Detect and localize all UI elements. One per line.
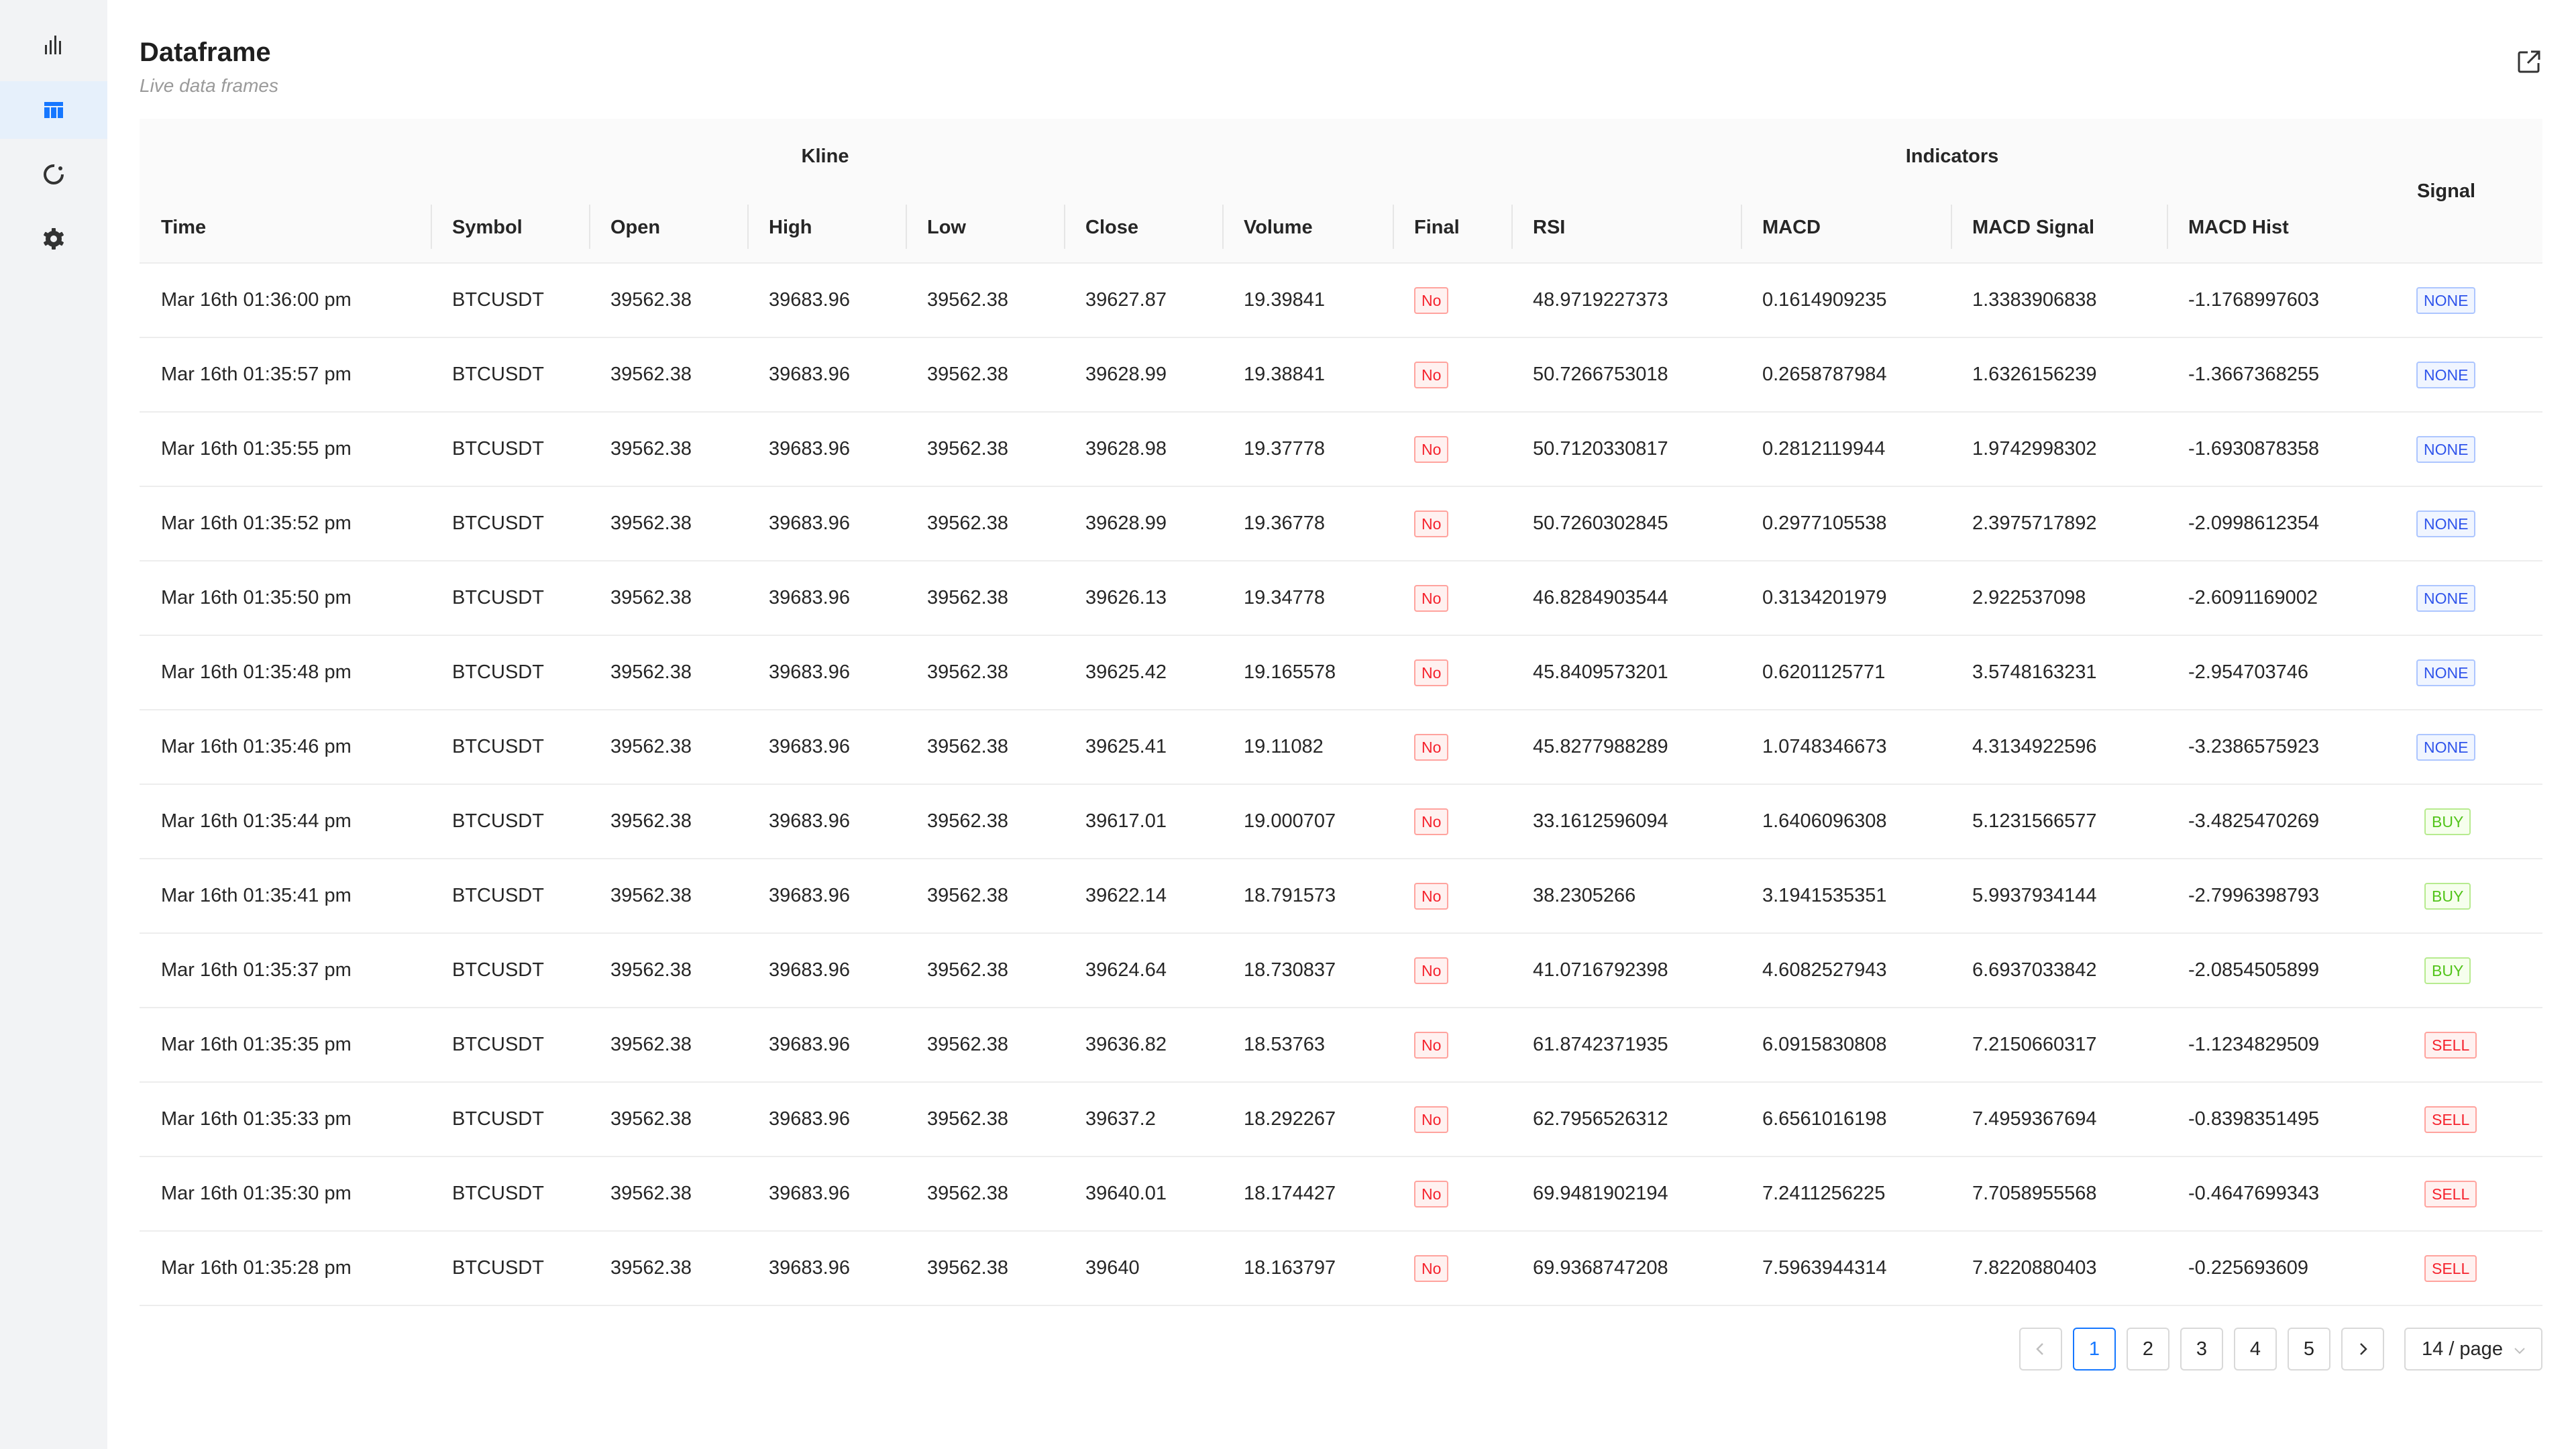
settings-gear-icon [40, 225, 67, 252]
cell-macd-signal: 1.3383906838 [1972, 289, 2097, 311]
final-status-tag: No [1414, 511, 1448, 537]
cell-close: 39617.01 [1085, 810, 1167, 832]
cell-time: Mar 16th 01:35:41 pm [161, 885, 352, 906]
cell-time: Mar 16th 01:35:50 pm [161, 587, 352, 608]
page-button-1[interactable]: 1 [2073, 1328, 2116, 1371]
cell-open: 39562.38 [610, 661, 692, 683]
signal-tag: NONE [2416, 585, 2475, 612]
cell-macd: 4.6082527943 [1762, 959, 1887, 981]
cell-rsi: 38.2305266 [1533, 885, 1636, 906]
page-button-3[interactable]: 3 [2180, 1328, 2223, 1371]
column-divider [906, 205, 907, 249]
cell-close: 39628.99 [1085, 364, 1167, 385]
cell-rsi: 50.7260302845 [1533, 513, 1668, 534]
signal-tag: SELL [2424, 1032, 2477, 1059]
cell-macd: 7.5963944314 [1762, 1257, 1887, 1279]
signal-tag: BUY [2424, 808, 2471, 835]
cell-volume: 19.000707 [1244, 810, 1336, 832]
cell-macd: 7.2411256225 [1762, 1183, 1886, 1204]
cell-high: 39683.96 [769, 513, 850, 534]
signal-tag: NONE [2416, 362, 2475, 388]
cell-rsi: 69.9368747208 [1533, 1257, 1668, 1279]
cell-volume: 18.163797 [1244, 1257, 1336, 1279]
cell-macd-signal: 4.3134922596 [1972, 736, 2097, 757]
prev-page-button[interactable] [2019, 1328, 2062, 1371]
cell-symbol: BTCUSDT [452, 289, 544, 311]
cell-close: 39628.99 [1085, 513, 1167, 534]
cell-high: 39683.96 [769, 1183, 850, 1204]
nav-item-dataframe[interactable] [0, 81, 107, 139]
cell-time: Mar 16th 01:35:46 pm [161, 736, 352, 757]
cell-rsi: 48.9719227373 [1533, 289, 1668, 311]
cell-high: 39683.96 [769, 438, 850, 460]
cell-macd: 0.2977105538 [1762, 513, 1887, 534]
cell-macd-hist: -2.0998612354 [2188, 513, 2320, 534]
cell-open: 39562.38 [610, 1257, 692, 1279]
table-icon [40, 97, 67, 123]
cell-low: 39562.38 [927, 587, 1008, 608]
cell-macd-signal: 6.6937033842 [1972, 959, 2097, 981]
cell-macd-signal: 2.3975717892 [1972, 513, 2097, 534]
page-button-2[interactable]: 2 [2127, 1328, 2169, 1371]
bar-chart-icon [40, 32, 67, 58]
cell-macd-signal: 7.8220880403 [1972, 1257, 2097, 1279]
cell-symbol: BTCUSDT [452, 1034, 544, 1055]
cell-open: 39562.38 [610, 1108, 692, 1130]
cell-high: 39683.96 [769, 289, 850, 311]
cell-time: Mar 16th 01:35:37 pm [161, 959, 352, 981]
cell-macd-hist: -2.6091169002 [2188, 587, 2318, 608]
final-status-tag: No [1414, 1032, 1448, 1059]
column-divider [1393, 205, 1394, 249]
column-divider [1064, 205, 1065, 249]
cell-close: 39637.2 [1085, 1108, 1156, 1130]
cell-rsi: 62.7956526312 [1533, 1108, 1668, 1130]
cell-macd-signal: 5.9937934144 [1972, 885, 2097, 906]
cell-open: 39562.38 [610, 1183, 692, 1204]
cell-low: 39562.38 [927, 885, 1008, 906]
column-header-low[interactable]: Low [927, 217, 966, 238]
cell-macd-signal: 7.7058955568 [1972, 1183, 2097, 1204]
loading-circle-icon [40, 161, 67, 188]
cell-macd-hist: -1.1234829509 [2188, 1034, 2320, 1055]
cell-time: Mar 16th 01:35:55 pm [161, 438, 352, 460]
cell-open: 39562.38 [610, 959, 692, 981]
column-header-signal[interactable]: Signal [2417, 180, 2476, 202]
table-row [140, 1083, 2542, 1157]
cell-macd: 6.6561016198 [1762, 1108, 1887, 1130]
cell-macd-hist: -0.4647699343 [2188, 1183, 2320, 1204]
nav-item-charts[interactable] [0, 16, 107, 74]
cell-open: 39562.38 [610, 1034, 692, 1055]
cell-high: 39683.96 [769, 587, 850, 608]
cell-rsi: 45.8277988289 [1533, 736, 1668, 757]
column-divider [747, 205, 749, 249]
next-page-button[interactable] [2341, 1328, 2384, 1371]
column-divider [1222, 205, 1224, 249]
final-status-tag: No [1414, 734, 1448, 761]
column-header-macd[interactable]: MACD [1762, 217, 1821, 238]
table-row [140, 636, 2542, 710]
column-header-symbol[interactable]: Symbol [452, 217, 523, 238]
cell-high: 39683.96 [769, 1108, 850, 1130]
cell-time: Mar 16th 01:35:35 pm [161, 1034, 352, 1055]
cell-close: 39627.87 [1085, 289, 1167, 311]
signal-tag: NONE [2416, 511, 2475, 537]
cell-rsi: 41.0716792398 [1533, 959, 1668, 981]
cell-low: 39562.38 [927, 513, 1008, 534]
cell-macd: 0.3134201979 [1762, 587, 1887, 608]
cell-low: 39562.38 [927, 661, 1008, 683]
final-status-tag: No [1414, 362, 1448, 388]
cell-macd-signal: 7.4959367694 [1972, 1108, 2097, 1130]
cell-macd: 3.1941535351 [1762, 885, 1887, 906]
cell-close: 39625.42 [1085, 661, 1167, 683]
cell-macd-hist: -1.6930878358 [2188, 438, 2320, 460]
cell-macd-hist: -0.8398351495 [2188, 1108, 2320, 1130]
table-row [140, 1157, 2542, 1232]
cell-high: 39683.96 [769, 661, 850, 683]
cell-macd-hist: -3.4825470269 [2188, 810, 2320, 832]
cell-volume: 19.34778 [1244, 587, 1325, 608]
table-row [140, 785, 2542, 859]
cell-close: 39636.82 [1085, 1034, 1167, 1055]
cell-macd: 6.0915830808 [1762, 1034, 1887, 1055]
table-body [140, 264, 2542, 1306]
cell-open: 39562.38 [610, 438, 692, 460]
final-status-tag: No [1414, 659, 1448, 686]
column-divider [2167, 205, 2168, 249]
cell-time: Mar 16th 01:35:52 pm [161, 513, 352, 534]
cell-open: 39562.38 [610, 364, 692, 385]
column-divider [1951, 205, 1952, 249]
cell-macd: 0.6201125771 [1762, 661, 1886, 683]
table-row [140, 710, 2542, 785]
cell-symbol: BTCUSDT [452, 513, 544, 534]
cell-macd-signal: 1.9742998302 [1972, 438, 2097, 460]
cell-volume: 18.53763 [1244, 1034, 1325, 1055]
cell-time: Mar 16th 01:35:30 pm [161, 1183, 352, 1204]
chevron-left-icon [2033, 1341, 2049, 1357]
column-header-open[interactable]: Open [610, 217, 661, 238]
column-header-high[interactable]: High [769, 217, 812, 238]
cell-symbol: BTCUSDT [452, 1257, 544, 1279]
cell-low: 39562.38 [927, 1108, 1008, 1130]
cell-low: 39562.38 [927, 810, 1008, 832]
final-status-tag: No [1414, 287, 1448, 314]
column-header-volume[interactable]: Volume [1244, 217, 1313, 238]
column-divider [1511, 205, 1513, 249]
cell-close: 39624.64 [1085, 959, 1167, 981]
table-row [140, 413, 2542, 487]
cell-volume: 18.730837 [1244, 959, 1336, 981]
cell-macd-hist: -2.7996398793 [2188, 885, 2320, 906]
cell-volume: 18.174427 [1244, 1183, 1336, 1204]
cell-symbol: BTCUSDT [452, 661, 544, 683]
column-header-final[interactable]: Final [1414, 217, 1460, 238]
page-subtitle: Live data frames [140, 75, 278, 96]
nav-item-status[interactable] [0, 146, 107, 203]
sidebar [0, 0, 107, 1449]
column-divider [1741, 205, 1742, 249]
cell-symbol: BTCUSDT [452, 1183, 544, 1204]
cell-symbol: BTCUSDT [452, 885, 544, 906]
cell-volume: 19.39841 [1244, 289, 1325, 311]
signal-tag: NONE [2416, 734, 2475, 761]
cell-open: 39562.38 [610, 885, 692, 906]
cell-high: 39683.96 [769, 736, 850, 757]
cell-time: Mar 16th 01:35:28 pm [161, 1257, 352, 1279]
final-status-tag: No [1414, 1106, 1448, 1133]
cell-macd-hist: -2.954703746 [2188, 661, 2308, 683]
signal-tag: NONE [2416, 287, 2475, 314]
cell-macd: 0.1614909235 [1762, 289, 1887, 311]
column-header-close[interactable]: Close [1085, 217, 1138, 238]
signal-tag: SELL [2424, 1106, 2477, 1133]
page-title: Dataframe [140, 38, 271, 67]
group-header-indicators: Indicators [1905, 146, 1999, 167]
signal-tag: BUY [2424, 957, 2471, 984]
cell-low: 39562.38 [927, 959, 1008, 981]
cell-low: 39562.38 [927, 289, 1008, 311]
signal-tag: NONE [2416, 659, 2475, 686]
cell-rsi: 61.8742371935 [1533, 1034, 1668, 1055]
cell-high: 39683.96 [769, 959, 850, 981]
cell-symbol: BTCUSDT [452, 736, 544, 757]
cell-open: 39562.38 [610, 289, 692, 311]
cell-open: 39562.38 [610, 736, 692, 757]
nav-item-settings[interactable] [0, 210, 107, 268]
cell-high: 39683.96 [769, 810, 850, 832]
signal-tag: BUY [2424, 883, 2471, 910]
page-button-5[interactable]: 5 [2288, 1328, 2330, 1371]
table-row [140, 859, 2542, 934]
cell-volume: 18.292267 [1244, 1108, 1336, 1130]
column-header-macd-signal[interactable]: MACD Signal [1972, 217, 2095, 238]
cell-open: 39562.38 [610, 810, 692, 832]
final-status-tag: No [1414, 957, 1448, 984]
cell-low: 39562.38 [927, 736, 1008, 757]
cell-high: 39683.96 [769, 1034, 850, 1055]
page-size-select[interactable] [2404, 1328, 2542, 1371]
cell-low: 39562.38 [927, 1257, 1008, 1279]
signal-tag: SELL [2424, 1255, 2477, 1282]
cell-low: 39562.38 [927, 438, 1008, 460]
cell-symbol: BTCUSDT [452, 810, 544, 832]
cell-symbol: BTCUSDT [452, 438, 544, 460]
cell-macd-signal: 7.2150660317 [1972, 1034, 2097, 1055]
column-header-macd-hist[interactable]: MACD Hist [2188, 217, 2289, 238]
cell-low: 39562.38 [927, 364, 1008, 385]
cell-symbol: BTCUSDT [452, 364, 544, 385]
final-status-tag: No [1414, 1181, 1448, 1208]
dataframe-table [140, 119, 2542, 1306]
cell-time: Mar 16th 01:36:00 pm [161, 289, 352, 311]
table-row [140, 1008, 2542, 1083]
column-header-time[interactable]: Time [161, 217, 207, 238]
chevron-down-icon [2513, 1344, 2526, 1357]
cell-close: 39625.41 [1085, 736, 1167, 757]
cell-close: 39640 [1085, 1257, 1140, 1279]
cell-rsi: 50.7120330817 [1533, 438, 1668, 460]
cell-macd-signal: 2.922537098 [1972, 587, 2086, 608]
cell-volume: 19.165578 [1244, 661, 1336, 683]
final-status-tag: No [1414, 808, 1448, 835]
cell-symbol: BTCUSDT [452, 959, 544, 981]
cell-macd: 0.2812119944 [1762, 438, 1886, 460]
cell-volume: 19.38841 [1244, 364, 1325, 385]
table-header [140, 119, 2542, 264]
cell-macd-hist: -0.225693609 [2188, 1257, 2308, 1279]
cell-macd: 1.0748346673 [1762, 736, 1887, 757]
cell-macd-hist: -1.3667368255 [2188, 364, 2320, 385]
cell-rsi: 46.8284903544 [1533, 587, 1668, 608]
cell-volume: 19.37778 [1244, 438, 1325, 460]
cell-close: 39640.01 [1085, 1183, 1167, 1204]
column-divider [589, 205, 590, 249]
external-link-icon[interactable] [2514, 47, 2544, 76]
cell-close: 39626.13 [1085, 587, 1167, 608]
signal-tag: NONE [2416, 436, 2475, 463]
cell-close: 39622.14 [1085, 885, 1167, 906]
table-row [140, 934, 2542, 1008]
cell-time: Mar 16th 01:35:44 pm [161, 810, 352, 832]
cell-open: 39562.38 [610, 587, 692, 608]
cell-high: 39683.96 [769, 364, 850, 385]
cell-macd: 1.6406096308 [1762, 810, 1887, 832]
table-row [140, 338, 2542, 413]
table-row [140, 264, 2542, 338]
cell-macd-hist: -1.1768997603 [2188, 289, 2320, 311]
cell-symbol: BTCUSDT [452, 587, 544, 608]
cell-volume: 19.36778 [1244, 513, 1325, 534]
final-status-tag: No [1414, 1255, 1448, 1282]
cell-volume: 19.11082 [1244, 736, 1324, 757]
cell-symbol: BTCUSDT [452, 1108, 544, 1130]
chevron-right-icon [2355, 1341, 2371, 1357]
column-header-rsi[interactable]: RSI [1533, 217, 1566, 238]
cell-high: 39683.96 [769, 1257, 850, 1279]
cell-rsi: 33.1612596094 [1533, 810, 1668, 832]
cell-macd-hist: -2.0854505899 [2188, 959, 2320, 981]
cell-close: 39628.98 [1085, 438, 1167, 460]
signal-tag: SELL [2424, 1181, 2477, 1208]
cell-rsi: 50.7266753018 [1533, 364, 1668, 385]
group-header-kline: Kline [801, 146, 849, 167]
cell-rsi: 69.9481902194 [1533, 1183, 1668, 1204]
final-status-tag: No [1414, 883, 1448, 910]
table-row [140, 487, 2542, 561]
cell-volume: 18.791573 [1244, 885, 1336, 906]
cell-low: 39562.38 [927, 1034, 1008, 1055]
final-status-tag: No [1414, 436, 1448, 463]
cell-time: Mar 16th 01:35:33 pm [161, 1108, 352, 1130]
cell-high: 39683.96 [769, 885, 850, 906]
cell-low: 39562.38 [927, 1183, 1008, 1204]
cell-macd: 0.2658787984 [1762, 364, 1887, 385]
table-row [140, 561, 2542, 636]
cell-macd-signal: 5.1231566577 [1972, 810, 2097, 832]
cell-macd-hist: -3.2386575923 [2188, 736, 2320, 757]
table-row [140, 1232, 2542, 1306]
cell-time: Mar 16th 01:35:48 pm [161, 661, 352, 683]
cell-time: Mar 16th 01:35:57 pm [161, 364, 352, 385]
cell-macd-signal: 1.6326156239 [1972, 364, 2097, 385]
column-divider [431, 205, 432, 249]
page-header [140, 32, 278, 99]
final-status-tag: No [1414, 585, 1448, 612]
cell-macd-signal: 3.5748163231 [1972, 661, 2097, 683]
cell-open: 39562.38 [610, 513, 692, 534]
page-button-4[interactable]: 4 [2234, 1328, 2277, 1371]
cell-rsi: 45.8409573201 [1533, 661, 1668, 683]
page-size-value: 14 / page [2422, 1338, 2503, 1360]
